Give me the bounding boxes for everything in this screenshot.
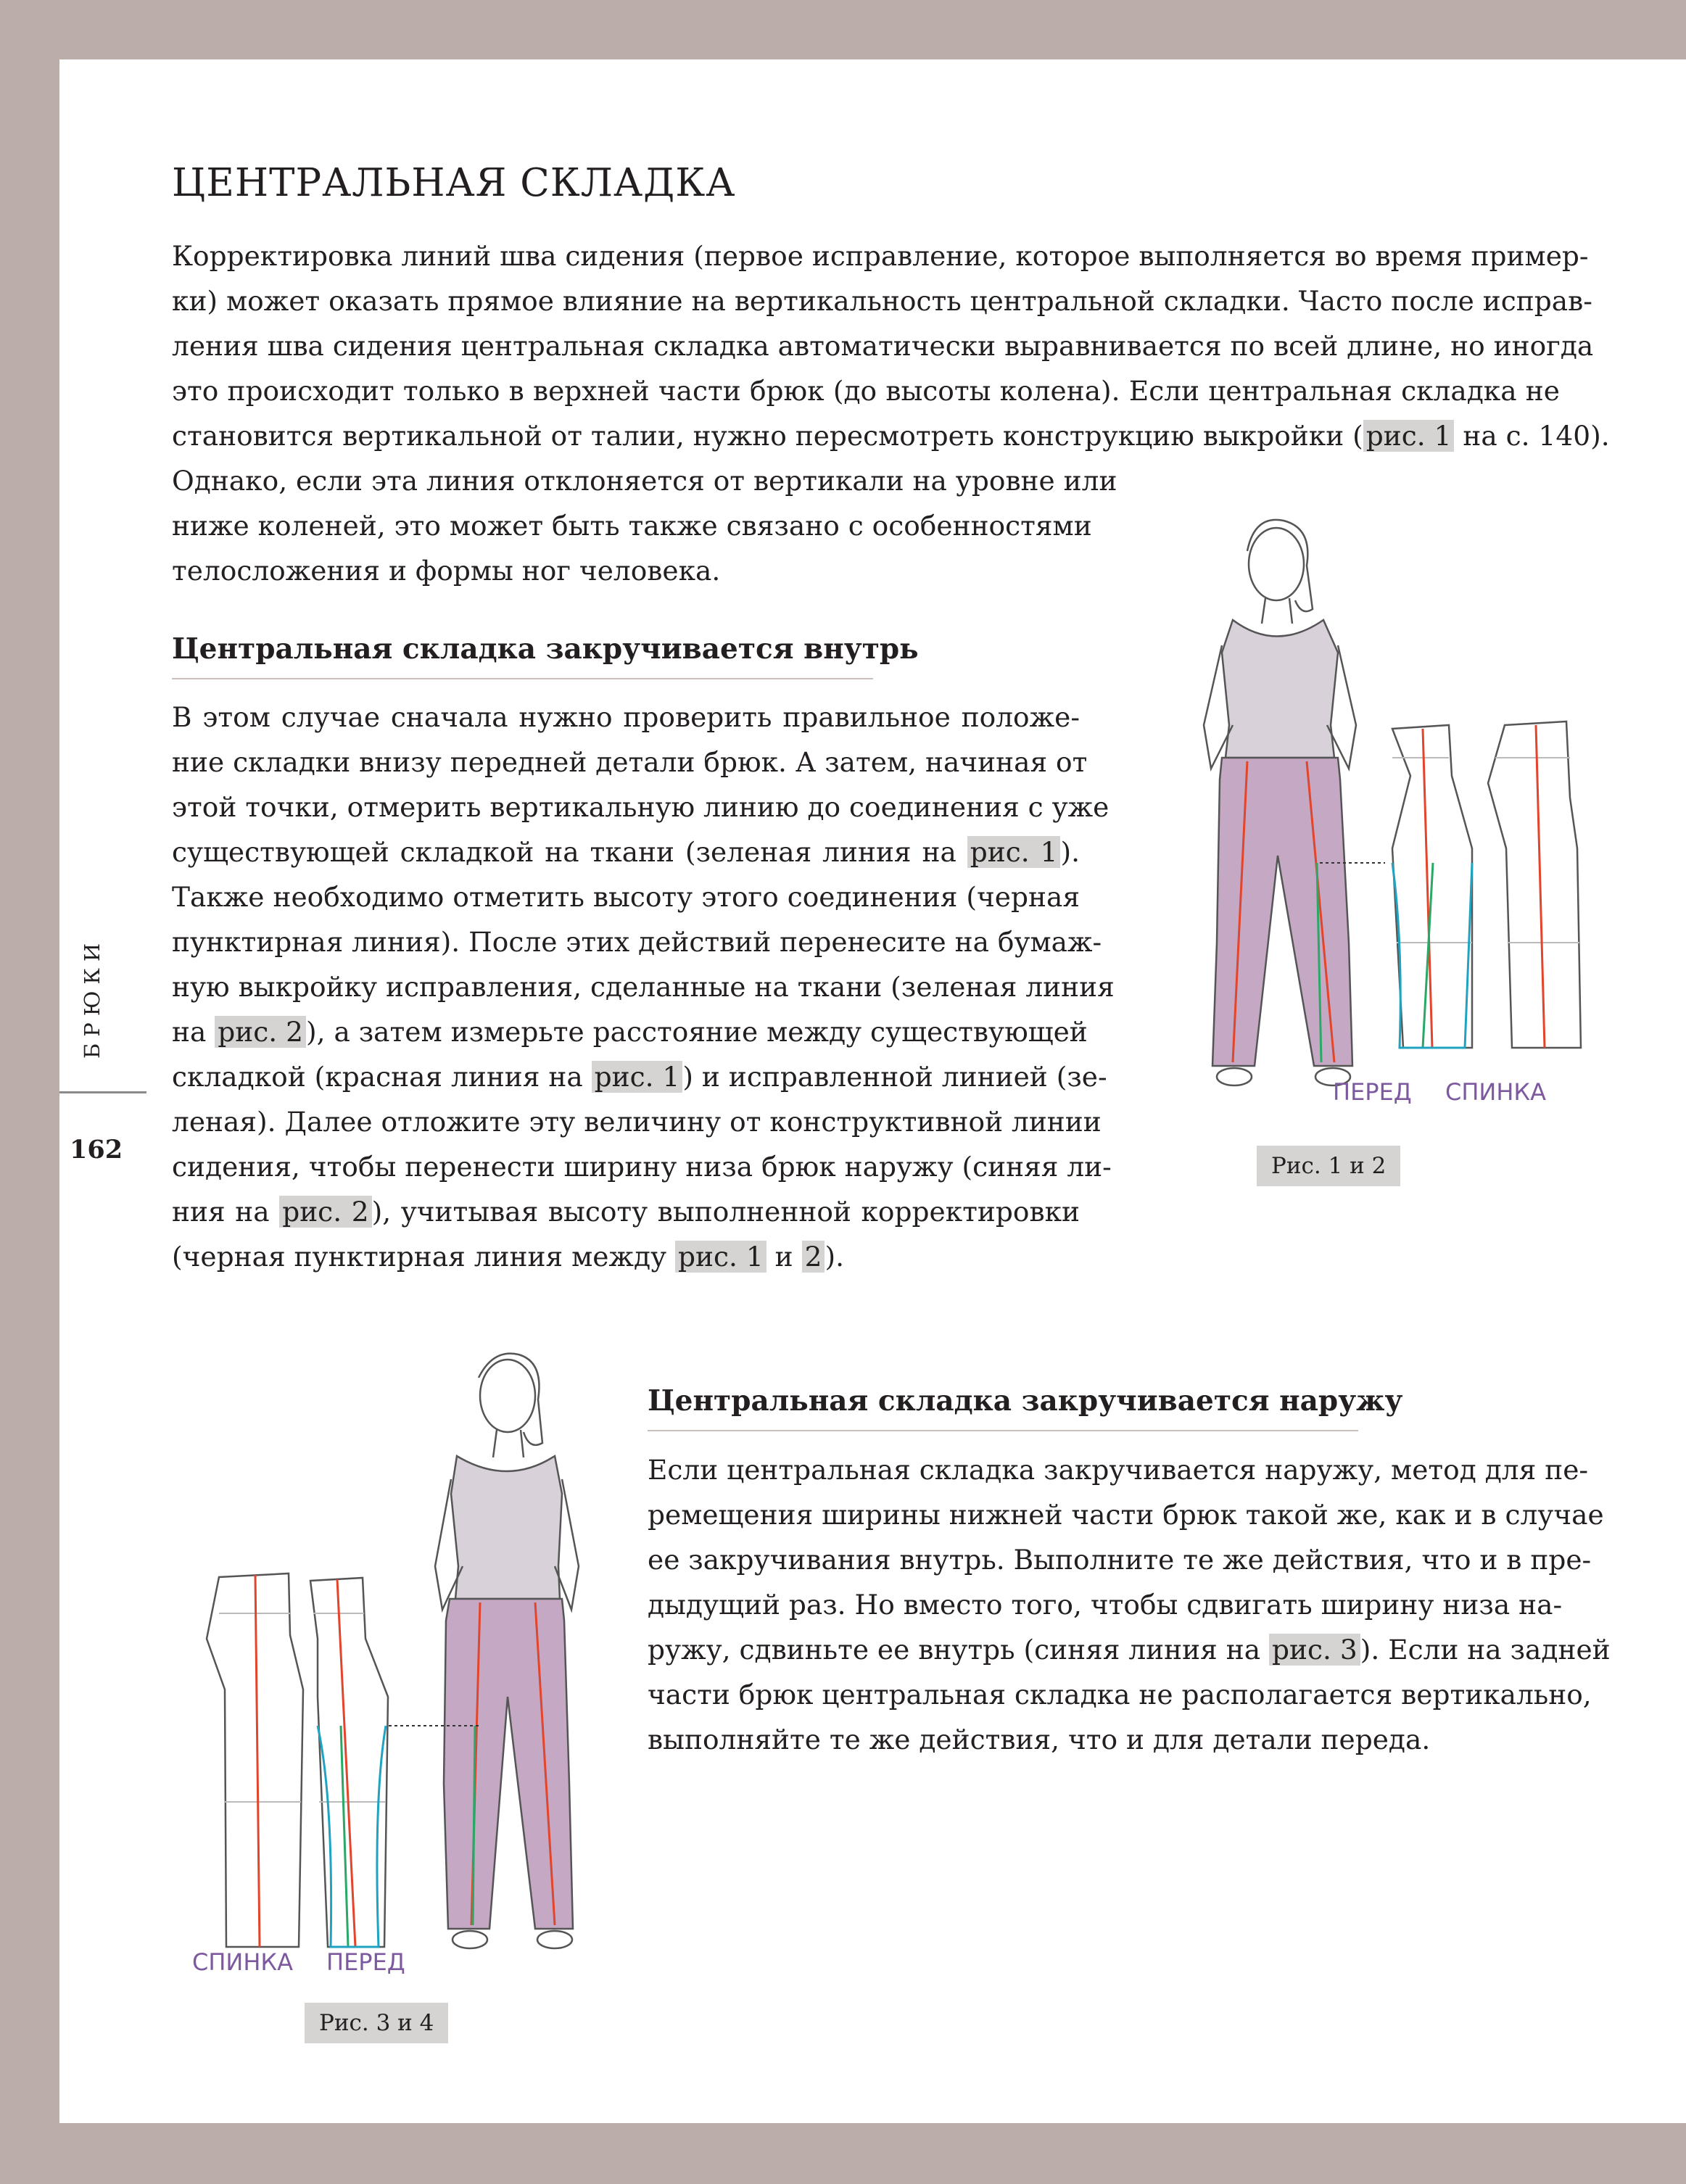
text-line: ния на рис. 2 ), учитывая высоту выполненной корректировки xyxy=(172,1196,1080,1228)
text-line: ружу, сдвиньте ее внутрь (синяя линия на рис. 3 ). Если на задней xyxy=(648,1634,1611,1666)
text-line: существующей складкой на ткани (зеленая линия на рис. 1 ). xyxy=(172,836,1080,868)
text-line: складкой (красная линия на рис. 1 ) и исправленной линией (зе- xyxy=(172,1061,1107,1093)
figure-1-2 xyxy=(1153,508,1603,1102)
shoe xyxy=(1217,1068,1252,1085)
text-line: (черная пунктирная линия между рис. 1 и 2 ). xyxy=(172,1241,844,1273)
page-number: 162 xyxy=(70,1135,123,1165)
figure-label-back: СПИНКА xyxy=(1445,1078,1547,1106)
figure-ref[interactable]: рис. 1 xyxy=(592,1061,683,1093)
figure-ref[interactable]: рис. 1 xyxy=(1363,420,1455,452)
head xyxy=(1249,528,1304,600)
top-garment xyxy=(1222,620,1338,758)
neck xyxy=(1262,598,1292,624)
text-line: пунктирная линия). После этих действий перенесите на бумаж- xyxy=(172,926,1102,958)
figure-caption: Рис. 1 и 2 xyxy=(1257,1146,1400,1186)
text-line: части брюк центральная складка не располагается вертикально, xyxy=(648,1679,1592,1711)
text-line: леная). Далее отложите эту величину от конструктивной линии xyxy=(172,1106,1102,1138)
section-title: ЦЕНТРАЛЬНАЯ СКЛАДКА xyxy=(172,161,736,205)
text-line: ее закручивания внутрь. Выполните те же действия, что и в пре- xyxy=(648,1544,1592,1576)
text-line: это происходит только в верхней части брюк (до высоты колена). Если центральная складка не xyxy=(172,375,1560,407)
figure-label-front: ПЕРЕД xyxy=(1333,1078,1412,1106)
shoe xyxy=(537,1931,572,1948)
inward-paragraph xyxy=(172,695,1115,1279)
text-line: Однако, если эта линия отклоняется от вертикали на уровне или xyxy=(172,465,1117,497)
text-line: становится вертикальной от талии, нужно пересмотреть конструкцию выкройки ( рис. 1 на с. 140). xyxy=(172,420,1610,452)
shoe xyxy=(453,1931,487,1948)
figure-label-back: СПИНКА xyxy=(192,1948,294,1976)
text-line: ки) может оказать прямое влияние на вертикальность центральной складки. Часто после исправ- xyxy=(172,285,1592,317)
trousers xyxy=(444,1599,573,1929)
heading-outward: Центральная складка закручивается наружу xyxy=(648,1384,1403,1418)
section-marker xyxy=(70,928,113,1059)
text-line: ниже коленей, это может быть также связано с особенностями xyxy=(172,510,1092,542)
heading-underline xyxy=(172,678,873,679)
head xyxy=(480,1360,535,1432)
figure-ref[interactable]: рис. 1 xyxy=(967,836,1061,868)
neck xyxy=(493,1430,524,1457)
text-line: ления шва сидения центральная складка автоматически выравнивается по всей длине, но иногда xyxy=(172,330,1594,362)
heading-underline xyxy=(648,1430,1358,1431)
text-line: Корректировка линий шва сидения (первое исправление, которое выполняется во время пример- xyxy=(172,240,1589,272)
text-line: ремещения ширины нижней части брюк такой же, как и в случае xyxy=(648,1499,1604,1531)
figure-ref[interactable]: рис. 2 xyxy=(279,1196,371,1228)
text-line: дыдущий раз. Но вместо того, чтобы сдвигать ширину низа на- xyxy=(648,1589,1563,1621)
top-garment xyxy=(451,1456,562,1599)
figure-ref[interactable]: рис. 1 xyxy=(675,1241,766,1273)
text-line: ную выкройку исправления, сделанные на ткани (зеленая линия xyxy=(172,971,1115,1003)
text-line: этой точки, отмерить вертикальную линию до соединения с уже xyxy=(172,791,1109,823)
text-line: телосложения и формы ног человека. xyxy=(172,555,721,587)
figure-ref[interactable]: рис. 2 xyxy=(215,1016,306,1048)
figure-3-4 xyxy=(189,1349,595,1987)
section-name: БРЮКИ xyxy=(80,936,104,1059)
text-line: на рис. 2 ), а затем измерьте расстояние между существующей xyxy=(172,1016,1088,1048)
text-line: Также необходимо отметить высоту этого соединения (черная xyxy=(172,881,1080,913)
text-line: Если центральная складка закручивается наружу, метод для пе- xyxy=(648,1454,1589,1486)
figure-label-front: ПЕРЕД xyxy=(326,1948,405,1976)
text-line: выполняйте те же действия, что и для детали переда. xyxy=(648,1724,1431,1755)
text-line: В этом случае сначала нужно проверить правильное положе- xyxy=(172,701,1080,733)
heading-inward: Центральная складка закручивается внутрь xyxy=(172,632,919,666)
figure-ref[interactable]: 2 xyxy=(802,1241,825,1273)
back-pattern xyxy=(1488,721,1581,1048)
intro-paragraph xyxy=(172,233,1610,458)
sidebar-divider xyxy=(59,1091,146,1093)
text-line: ние складки внизу передней детали брюк. А затем, начиная от xyxy=(172,746,1088,778)
text-line: сидения, чтобы перенести ширину низа брюк наружу (синяя ли- xyxy=(172,1151,1112,1183)
figure-caption: Рис. 3 и 4 xyxy=(305,2003,448,2043)
figure-ref[interactable]: рис. 3 xyxy=(1269,1634,1360,1666)
outward-paragraph xyxy=(648,1447,1611,1762)
intro-paragraph-continued xyxy=(172,458,1117,593)
